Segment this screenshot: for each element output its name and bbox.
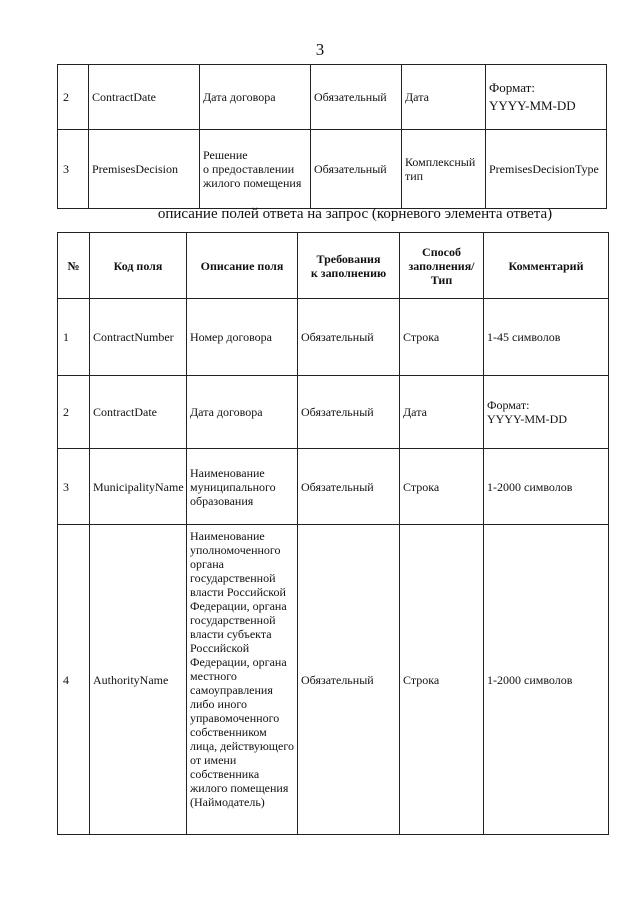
comment-line: YYYY-MM-DD [489, 98, 576, 113]
description-line: органа [190, 557, 224, 571]
field-code: MunicipalityName [90, 449, 187, 525]
header-line: Тип [430, 272, 453, 287]
description-line: жилого помещения [203, 176, 302, 190]
table-row [58, 299, 609, 376]
field-code: AuthorityName [90, 525, 187, 835]
field-type: Строка [400, 299, 484, 376]
field-comment: 1-2000 символов [484, 449, 609, 525]
header-code: Код поля [90, 233, 187, 299]
header-requirement [298, 233, 400, 299]
description-line: образования [190, 493, 254, 508]
field-description [187, 449, 298, 525]
field-comment: 1-2000 символов [484, 525, 609, 835]
description-line: уполномоченного [190, 543, 281, 557]
field-type [402, 130, 486, 209]
header-line: Требования [316, 251, 381, 266]
row-number: 3 [58, 449, 90, 525]
description-line: собственника [190, 767, 260, 781]
type-line: тип [405, 169, 424, 183]
row-number: 3 [58, 130, 89, 209]
field-type: Строка [400, 525, 484, 835]
table-row [58, 65, 607, 130]
field-requirement: Обязательный [298, 376, 400, 449]
field-description: Дата договора [187, 376, 298, 449]
description-line: местного [190, 669, 237, 683]
field-description [200, 130, 311, 209]
table-caption: описание полей ответа на запрос (корневого элемента ответа) [157, 206, 553, 222]
comment-line: Формат: [489, 80, 535, 95]
field-requirement: Обязательный [311, 130, 402, 209]
field-type: Строка [400, 449, 484, 525]
header-description: Описание поля [187, 233, 298, 299]
field-requirement: Обязательный [298, 525, 400, 835]
description-line: государственной [190, 613, 276, 627]
fields-table-continued [57, 64, 607, 209]
description-line: от имени [190, 753, 237, 767]
field-comment: PremisesDecisionType [486, 130, 607, 209]
header-method [400, 233, 484, 299]
table-row [58, 525, 609, 835]
header-line: Способ [422, 244, 461, 259]
field-code: ContractDate [90, 376, 187, 449]
description-line: Федерации, органа [190, 655, 287, 669]
comment-line: Формат: [487, 398, 530, 412]
field-requirement: Обязательный [298, 449, 400, 525]
field-code: ContractDate [89, 65, 200, 130]
field-requirement: Обязательный [298, 299, 400, 376]
description-line: Федерации, органа [190, 599, 287, 613]
row-number: 2 [58, 376, 90, 449]
response-fields-table [57, 232, 609, 835]
comment-line: YYYY-MM-DD [487, 412, 567, 426]
description-line: о предоставлении [203, 162, 295, 176]
field-code: PremisesDecision [89, 130, 200, 209]
description-line: власти Российской [190, 585, 286, 599]
field-comment: 1-45 символов [484, 299, 609, 376]
description-line: Наименование [190, 529, 265, 543]
field-code: ContractNumber [90, 299, 187, 376]
table-row [58, 376, 609, 449]
page-number: 3 [315, 40, 325, 59]
field-description: Номер договора [187, 299, 298, 376]
description-line: власти субъекта [190, 627, 272, 641]
description-line: (Наймодатель) [190, 795, 265, 809]
field-type: Дата [402, 65, 486, 130]
row-number: 2 [58, 65, 89, 130]
description-line: собственником [190, 725, 267, 739]
description-line: управомоченного [190, 711, 280, 725]
header-comment: Комментарий [484, 233, 609, 299]
description-line: Наименование [190, 465, 265, 480]
field-comment [486, 65, 607, 130]
row-number: 1 [58, 299, 90, 376]
field-comment [484, 376, 609, 449]
table-row [58, 449, 609, 525]
description-line: муниципального [190, 479, 276, 494]
description-line: лица, действующего [190, 739, 294, 753]
type-line: Комплексный [405, 155, 476, 169]
description-line: самоуправления [190, 683, 273, 697]
header-line: заполнения/ [408, 258, 475, 273]
description-line: либо иного [190, 697, 247, 711]
header-line: к заполнению [310, 265, 387, 280]
description-line: государственной [190, 571, 276, 585]
field-description [187, 525, 298, 835]
description-line: жилого помещения [190, 781, 289, 795]
header-row [58, 233, 609, 299]
description-line: Российской [190, 641, 250, 655]
field-requirement: Обязательный [311, 65, 402, 130]
description-line: Решение [203, 148, 248, 162]
field-type: Дата [400, 376, 484, 449]
header-number: № [58, 233, 90, 299]
table-row [58, 130, 607, 209]
row-number: 4 [58, 525, 90, 835]
field-description: Дата договора [200, 65, 311, 130]
